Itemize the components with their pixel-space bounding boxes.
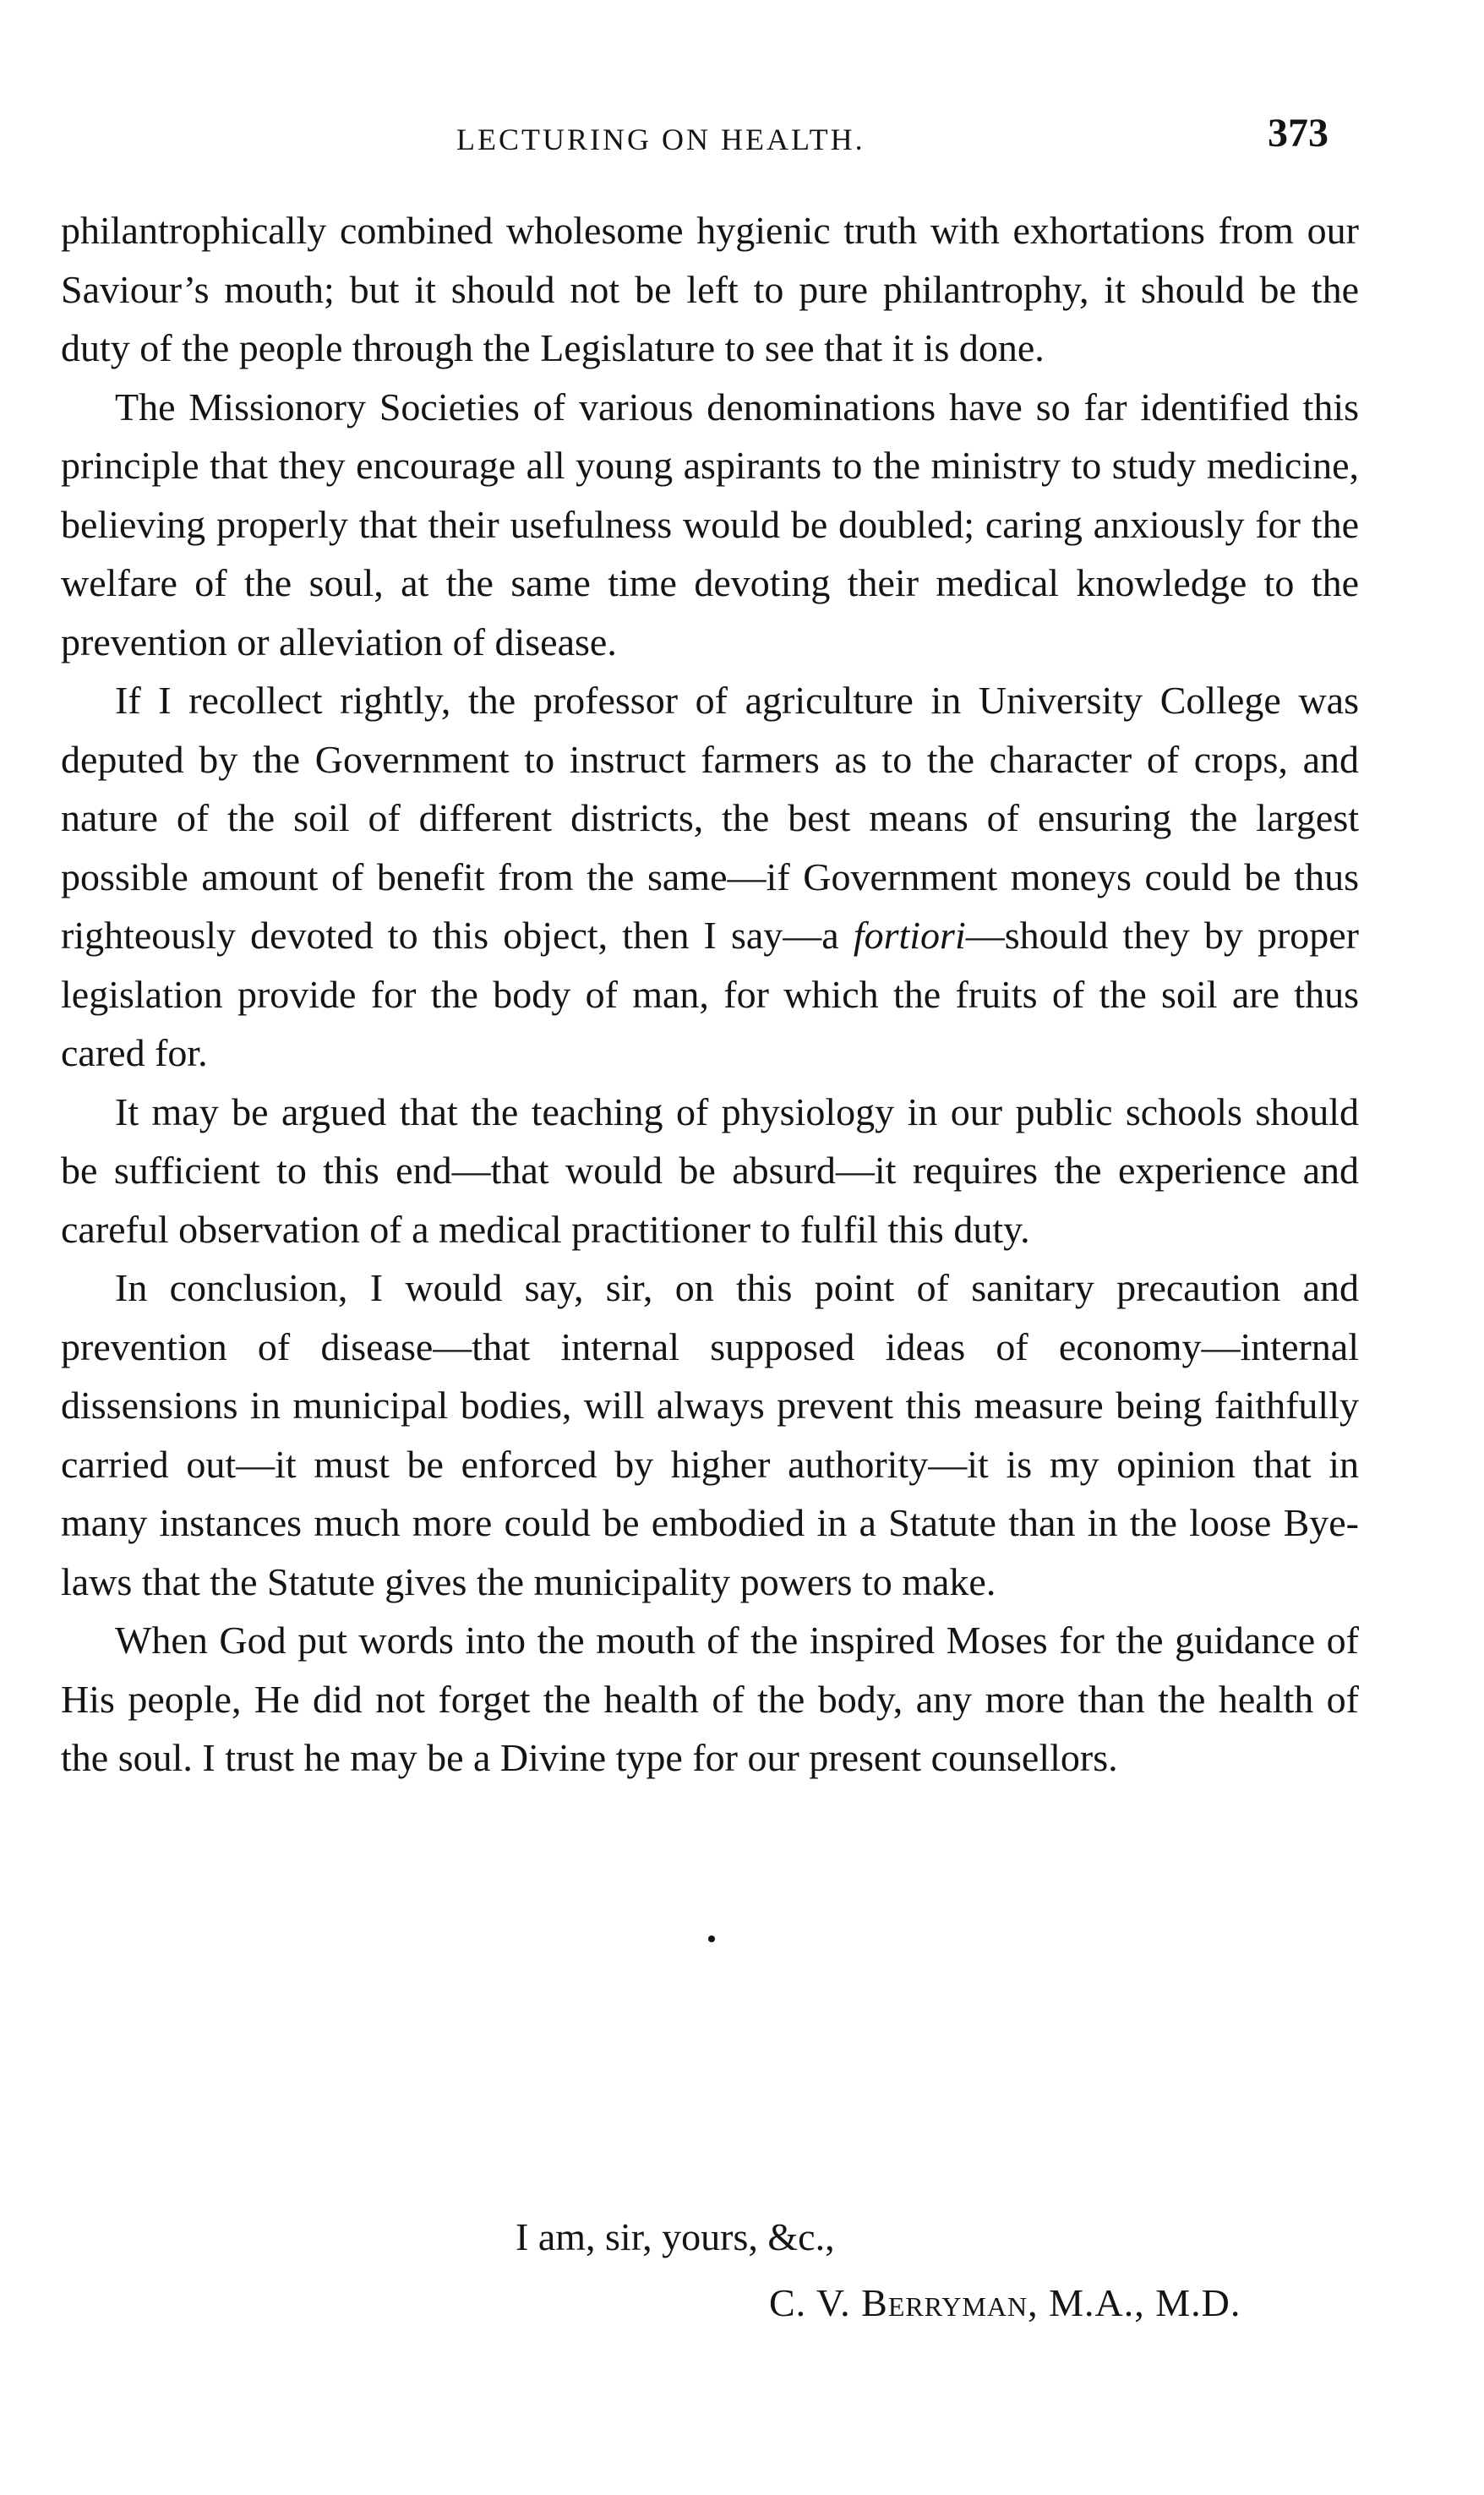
salutation: I am, sir, yours, &c.,: [516, 2215, 835, 2258]
paragraph-missionary-societies: The Missionory Societies of various denominations have so far identified this principle that they encourage all young aspirants to the ministry to study medicine, believing properly that their usefulness would be doubled; caring anxiously for the welfare of the soul, at the same time devoting their medical knowledge to the prevention or alleviation of disease.: [61, 385, 1359, 663]
signature-name: Berryman: [861, 2281, 1028, 2324]
ink-speck: [708, 1935, 715, 1942]
body-text: [61, 201, 1359, 1788]
signature-initials: C. V.: [769, 2281, 862, 2324]
paragraph-agriculture: [61, 671, 1359, 1083]
signature-degrees: , M.A., M.D.: [1028, 2281, 1241, 2324]
paragraph-continued: philantrophically combined wholesome hygienic truth with exhortations from our Saviour’s mouth; but it should not be left to pure philantrophy, it should be the duty of the people through the Legislature to see that it is done.: [61, 209, 1359, 369]
page-number: 373: [1268, 111, 1329, 156]
paragraph-text: If I recollect rightly, the professor of agriculture in University College was deputed by the Government to instruct farmers as to the character of crops, and nature of the soil of different districts, the best means of ensuring the largest possible amount of benefit from the same—if Government moneys could be thus righteously devoted to this object, then I say—a: [61, 679, 1359, 957]
paragraph-conclusion: In conclusion, I would say, sir, on this point of sanitary precaution and prevention of disease—that internal supposed ideas of economy—internal dissensions in municipal bodies, will always prevent this measure being faithfully carried out—it must be enforced by higher authority—it is my opinion that in many instances much more could be embodied in a Statute than in the loose Bye-laws that the Statute gives the municipality powers to make.: [61, 1266, 1359, 1603]
paragraph-text: —should they by proper legislation provide for the body of man, for which the fruits of the soil are thus cared for.: [61, 914, 1359, 1074]
running-title: LECTURING ON HEALTH.: [456, 123, 865, 156]
paragraph-physiology: It may be argued that the teaching of physiology in our public schools should be sufficient to this end—that would be absurd—it requires the experience and careful observation of a medical practitioner to fulfil this duty.: [61, 1089, 1359, 1251]
paragraph-moses: When God put words into the mouth of the inspired Moses for the guidance of His people, He did not forget the health of the body, any more than the health of the soul. I trust he may be a Divine type for our present counsellors.: [61, 1619, 1359, 1779]
running-head: [0, 111, 1484, 166]
italic-phrase: fortiori: [853, 914, 966, 957]
signature: [769, 2280, 1241, 2325]
